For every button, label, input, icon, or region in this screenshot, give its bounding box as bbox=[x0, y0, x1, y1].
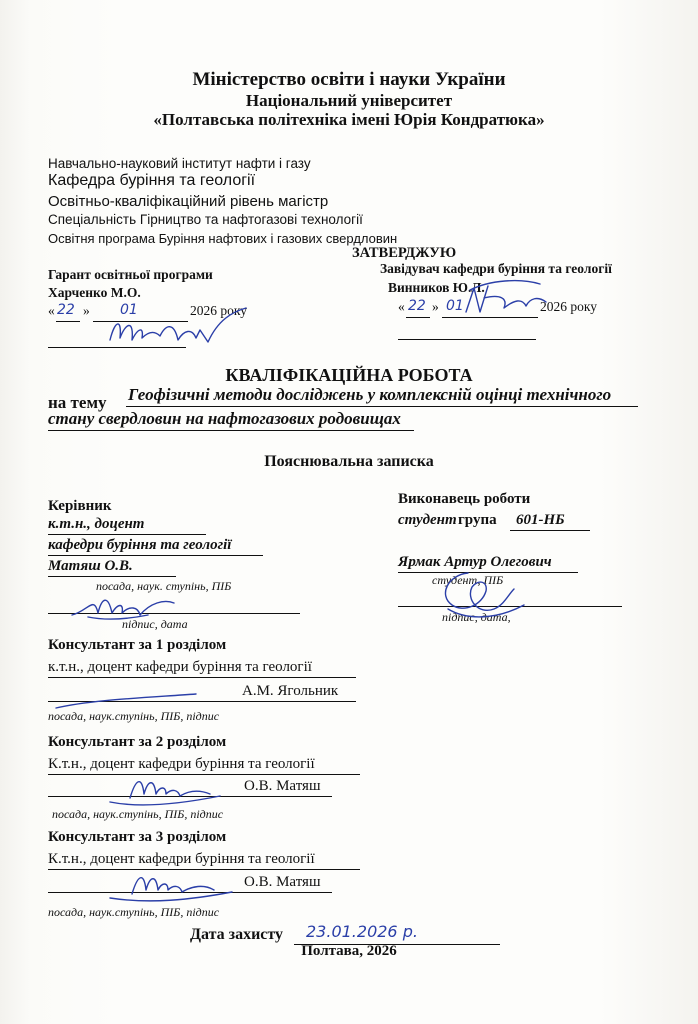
executor-label: Виконавець роботи bbox=[398, 491, 531, 507]
guarantor-signature bbox=[100, 300, 250, 355]
approve-label: ЗАТВЕРДЖУЮ bbox=[352, 245, 457, 261]
head-open-quote: « bbox=[398, 299, 405, 314]
head-day-line bbox=[406, 317, 430, 318]
supervisor-name: Матяш О.В. bbox=[48, 558, 133, 574]
head-sign-line bbox=[398, 339, 536, 340]
supervisor-signature bbox=[68, 585, 178, 625]
supervisor-degree-line bbox=[48, 534, 206, 535]
topic-line-1: Геофізичні методи досліджень у комплексній оцінці технічного bbox=[128, 385, 612, 404]
department-line: Кафедра буріння та геології bbox=[48, 172, 256, 189]
head-signature bbox=[460, 278, 550, 323]
guarantor-open-quote: « bbox=[48, 303, 55, 318]
guarantor-day-line bbox=[56, 321, 80, 322]
consultant-1-label: Консультант за 1 розділом bbox=[48, 637, 227, 653]
supervisor-caption: посада, наук. ступінь, ПІБ bbox=[96, 579, 232, 593]
executor-student-word: студент bbox=[398, 512, 457, 528]
executor-group-line bbox=[510, 530, 590, 531]
defense-label: Дата захисту bbox=[190, 926, 284, 943]
supervisor-label: Керівник bbox=[48, 498, 112, 514]
guarantor-hand-day: 22 bbox=[57, 302, 75, 318]
consultant-1-signature bbox=[50, 690, 200, 712]
institute-line: Навчально-науковий інститут нафти і газу bbox=[48, 156, 311, 171]
executor-group: 601-НБ bbox=[516, 512, 565, 528]
guarantor-year: 2026 року bbox=[190, 303, 247, 318]
consultant-1-name: А.М. Ягольник bbox=[242, 683, 339, 699]
guarantor-name: Харченко М.О. bbox=[48, 285, 141, 300]
consultant-2-caption: посада, наук.ступінь, ПІБ, підпис bbox=[52, 807, 224, 821]
head-year: 2026 року bbox=[540, 299, 597, 314]
city-year: Полтава, 2026 bbox=[301, 943, 397, 959]
guarantor-title: Гарант освітньої програми bbox=[48, 267, 213, 282]
program-line: Освітня програма Буріння нафтових і газових свердловин bbox=[48, 231, 398, 246]
consultant-2-signature bbox=[100, 768, 230, 808]
consultant-1-position: к.т.н., доцент кафедри буріння та геології bbox=[48, 659, 312, 675]
consultant-2-position: К.т.н., доцент кафедри буріння та геології bbox=[48, 756, 315, 772]
university-title: Національний університет bbox=[245, 91, 453, 110]
executor-sign-caption: підпис, дата, bbox=[442, 610, 511, 624]
topic-underline-1 bbox=[126, 406, 638, 407]
supervisor-department: кафедри буріння та геології bbox=[48, 537, 232, 553]
consultant-1-position-line bbox=[48, 677, 356, 678]
specialty-line: Спеціальність Гірництво та нафтогазові технології bbox=[48, 212, 363, 227]
explanatory-note: Пояснювальна записка bbox=[264, 453, 434, 470]
executor-signature bbox=[428, 565, 528, 625]
consultant-3-label: Консультант за 3 розділом bbox=[48, 829, 227, 845]
consultant-3-position: К.т.н., доцент кафедри буріння та геології bbox=[48, 851, 315, 867]
work-title: КВАЛІФІКАЦІЙНА РОБОТА bbox=[225, 365, 473, 385]
topic-label: на тему bbox=[48, 393, 107, 412]
guarantor-close-quote: » bbox=[83, 303, 90, 318]
supervisor-sign-caption: підпис, дата bbox=[122, 617, 188, 631]
consultant-3-name: О.В. Матяш bbox=[244, 874, 321, 890]
head-name: Винников Ю.Л. bbox=[388, 280, 485, 295]
head-hand-day: 22 bbox=[408, 298, 426, 314]
consultant-3-caption: посада, наук.ступінь, ПІБ, підпис bbox=[48, 905, 220, 919]
executor-name: Ярмак Артур Олегович bbox=[398, 554, 552, 570]
head-title: Завідувач кафедри буріння та геології bbox=[380, 261, 612, 276]
executor-group-word: група bbox=[458, 512, 497, 528]
university-name: «Полтавська політехніка імені Юрія Кондратюка» bbox=[153, 110, 545, 129]
topic-underline-2 bbox=[48, 430, 414, 431]
consultant-2-name: О.В. Матяш bbox=[244, 778, 321, 794]
supervisor-name-line bbox=[48, 576, 176, 577]
level-line: Освітньо-кваліфікаційний рівень магістр bbox=[48, 193, 329, 210]
defense-date: 23.01.2026 р. bbox=[306, 922, 418, 941]
executor-caption: студент, ПІБ bbox=[432, 573, 504, 587]
head-close-quote: » bbox=[432, 299, 439, 314]
guarantor-hand-month: 01 bbox=[120, 302, 138, 318]
consultant-2-label: Консультант за 2 розділом bbox=[48, 734, 227, 750]
consultant-3-signature bbox=[100, 862, 240, 904]
supervisor-degree: к.т.н., доцент bbox=[48, 516, 145, 532]
supervisor-department-line bbox=[48, 555, 263, 556]
ministry-title: Міністерство освіти і науки України bbox=[192, 69, 506, 90]
consultant-1-caption: посада, наук.ступінь, ПІБ, підпис bbox=[48, 709, 220, 723]
topic-line-2: стану свердловин на нафтогазових родовищах bbox=[48, 409, 401, 428]
head-hand-month: 01 bbox=[446, 298, 464, 314]
